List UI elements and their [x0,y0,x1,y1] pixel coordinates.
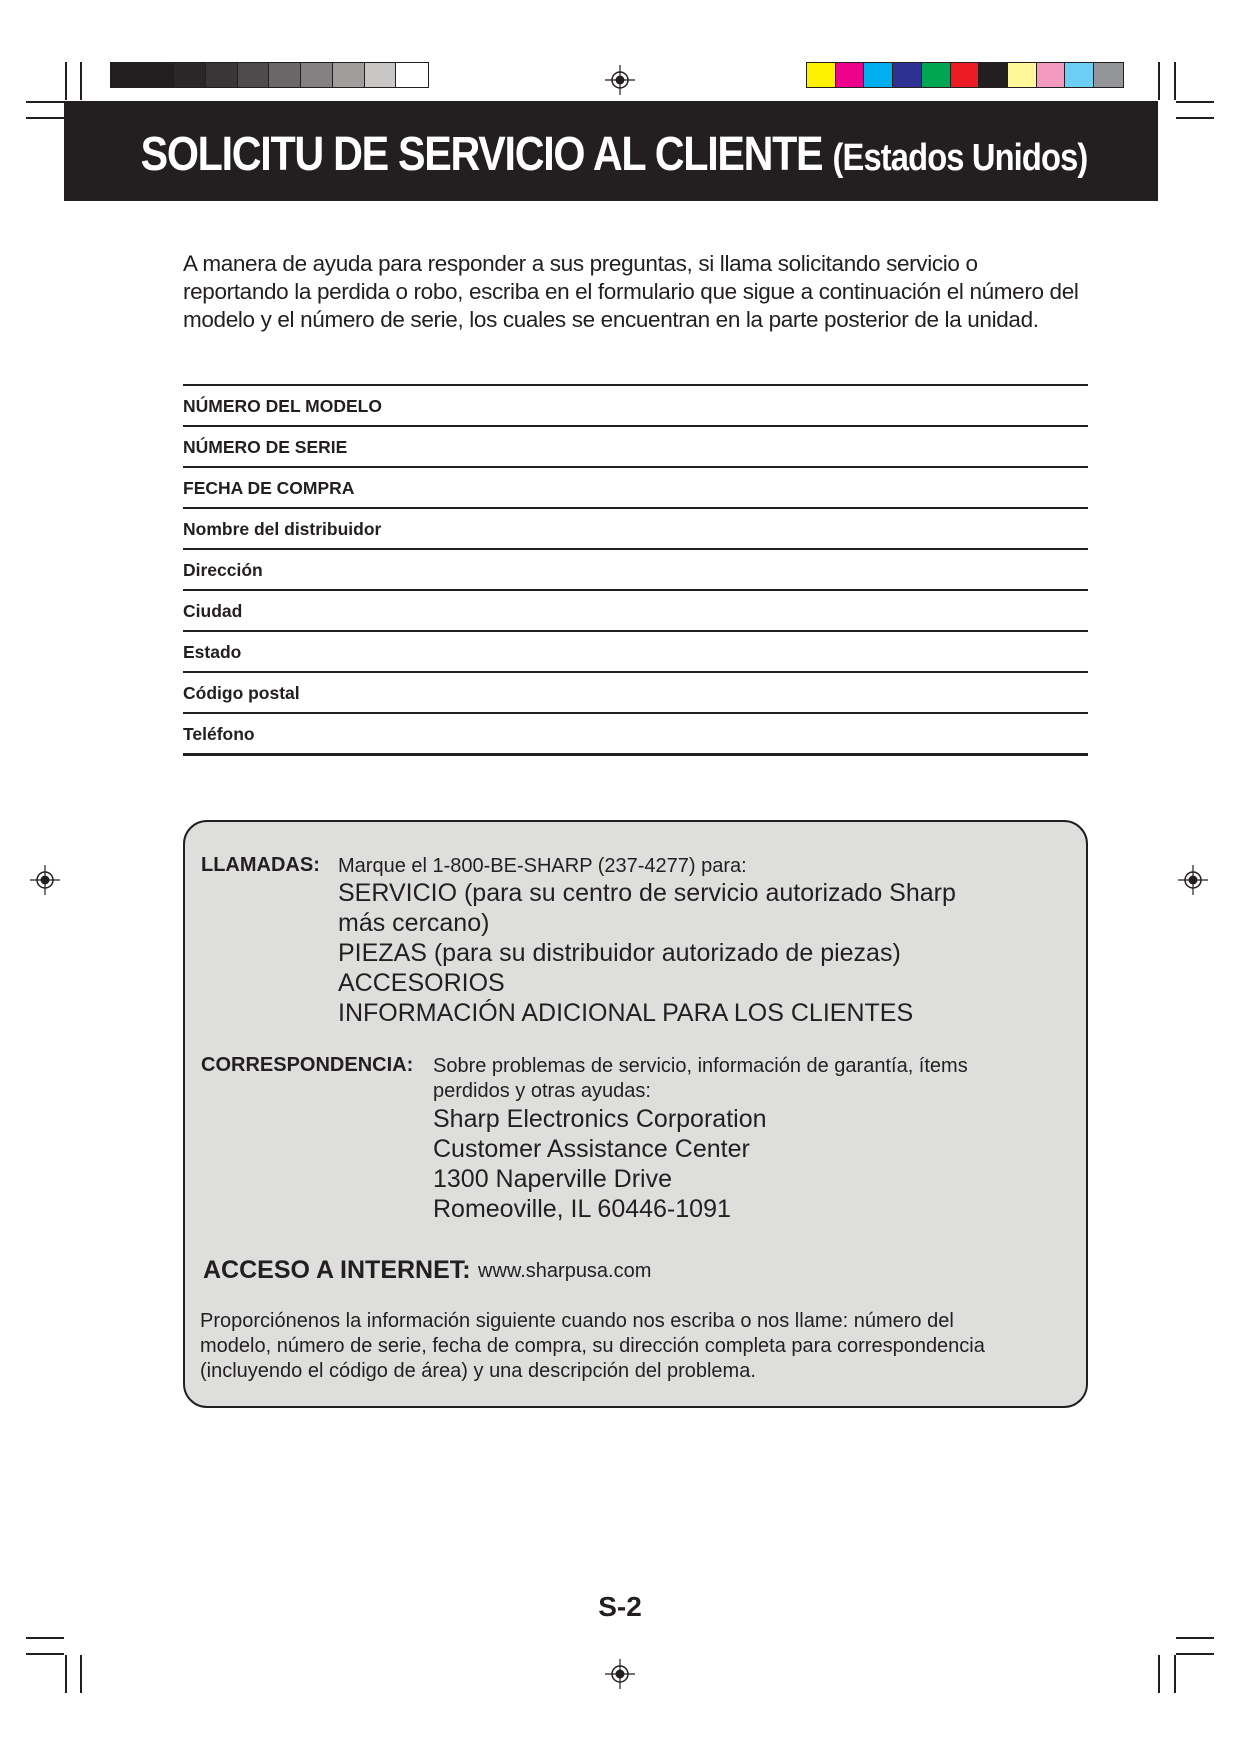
crop-mark [1176,1637,1214,1639]
form-row[interactable] [183,548,1088,589]
mail-intro: perdidos y otras ayudas: [433,1080,651,1102]
grayscale-calibration-bar [110,62,429,88]
crop-mark [26,1637,64,1639]
form-bottom-rule [183,753,1088,756]
crop-mark [65,62,67,100]
form-field-label: Dirección [183,560,263,580]
color-swatch [893,63,922,87]
internet-url[interactable]: www.sharpusa.com [478,1260,652,1282]
note-line: (incluyendo el código de área) y una descripción del problema. [200,1360,756,1382]
crop-mark [1158,62,1160,100]
form-field-label: NÚMERO DE SERIE [183,437,348,457]
form-row[interactable] [183,630,1088,671]
mail-address-line: Sharp Electronics Corporation [433,1105,767,1133]
color-swatch [807,63,836,87]
crop-mark [1176,101,1214,103]
page-title [140,127,1088,182]
crop-mark [26,1653,64,1655]
note-line: Proporciónenos la información siguiente cuando nos escriba o nos llame: número del [200,1310,954,1332]
note-line: modelo, número de serie, fecha de compra, su dirección completa para correspondencia [200,1335,985,1357]
calls-intro: Marque el 1-800-BE-SHARP (237-4277) para: [338,855,747,877]
calls-item: SERVICIO (para su centro de servicio autorizado Sharp [338,879,956,907]
calls-item: ACCESORIOS [338,969,505,997]
crop-mark [1176,117,1214,119]
color-swatch [396,63,428,87]
color-swatch [1094,63,1123,87]
intro-paragraph: A manera de ayuda para responder a sus preguntas, si llama solicitando servicio o reportando la perdida o robo, escriba en el formulario que sigue a continuación el número del modelo y el número de serie, los cuales se encuentran en la parte posterior de la unidad. [183,251,1079,332]
contact-info-box [183,820,1088,1408]
color-swatch [1037,63,1066,87]
page-title-sub: (Estados Unidos) [832,137,1088,179]
color-swatch [269,63,301,87]
form-field-label: FECHA DE COMPRA [183,478,355,498]
form-field-label: Código postal [183,683,300,703]
form-field-label: Nombre del distribuidor [183,519,382,539]
color-swatch [111,63,143,87]
color-swatch [1008,63,1037,87]
form-field-label: Ciudad [183,601,243,621]
form-field-label: NÚMERO DEL MODELO [183,396,382,416]
crop-mark [80,1655,82,1693]
calls-item: INFORMACIÓN ADICIONAL PARA LOS CLIENTES [338,999,914,1027]
crop-mark [80,62,82,100]
color-swatch [206,63,238,87]
color-calibration-bar [806,62,1124,88]
calls-item: PIEZAS (para su distribuidor autorizado de piezas) [338,939,901,967]
form-row[interactable] [183,466,1088,507]
color-swatch [922,63,951,87]
calls-label: LLAMADAS: [201,854,320,876]
registration-mark-icon [605,65,635,95]
color-swatch [1065,63,1094,87]
calls-item: más cercano) [338,909,490,937]
crop-mark [26,117,64,119]
mail-address-line: Customer Assistance Center [433,1135,750,1163]
page-header [64,101,1158,201]
color-swatch [979,63,1008,87]
crop-mark [1176,1653,1214,1655]
color-swatch [836,63,865,87]
color-swatch [301,63,333,87]
form-row[interactable] [183,425,1088,466]
color-swatch [365,63,397,87]
customer-info-form [183,384,1088,756]
crop-mark [65,1655,67,1693]
registration-mark-icon [605,1659,635,1689]
color-swatch [333,63,365,87]
color-swatch [238,63,270,87]
form-field-label: Estado [183,642,242,662]
form-row[interactable] [183,384,1088,425]
color-swatch [143,63,175,87]
crop-mark [1174,62,1176,100]
registration-mark-icon [1178,865,1208,895]
internet-label: ACCESO A INTERNET: [203,1256,471,1284]
registration-mark-icon [30,865,60,895]
mail-address-line: 1300 Naperville Drive [433,1165,673,1193]
color-swatch [174,63,206,87]
mail-label: CORRESPONDENCIA: [201,1054,414,1076]
color-swatch [951,63,980,87]
mail-address-line: Romeoville, IL 60446-1091 [433,1195,731,1223]
page-title-main: SOLICITU DE SERVICIO AL CLIENTE [140,128,823,181]
mail-intro: Sobre problemas de servicio, información de garantía, ítems [433,1055,968,1077]
form-row[interactable] [183,589,1088,630]
crop-mark [1174,1655,1176,1693]
form-row[interactable] [183,712,1088,753]
crop-mark [26,101,64,103]
page-number: S-2 [598,1591,642,1622]
form-row[interactable] [183,671,1088,712]
form-row[interactable] [183,507,1088,548]
crop-mark [1158,1655,1160,1693]
color-swatch [864,63,893,87]
form-field-label: Teléfono [183,724,255,744]
